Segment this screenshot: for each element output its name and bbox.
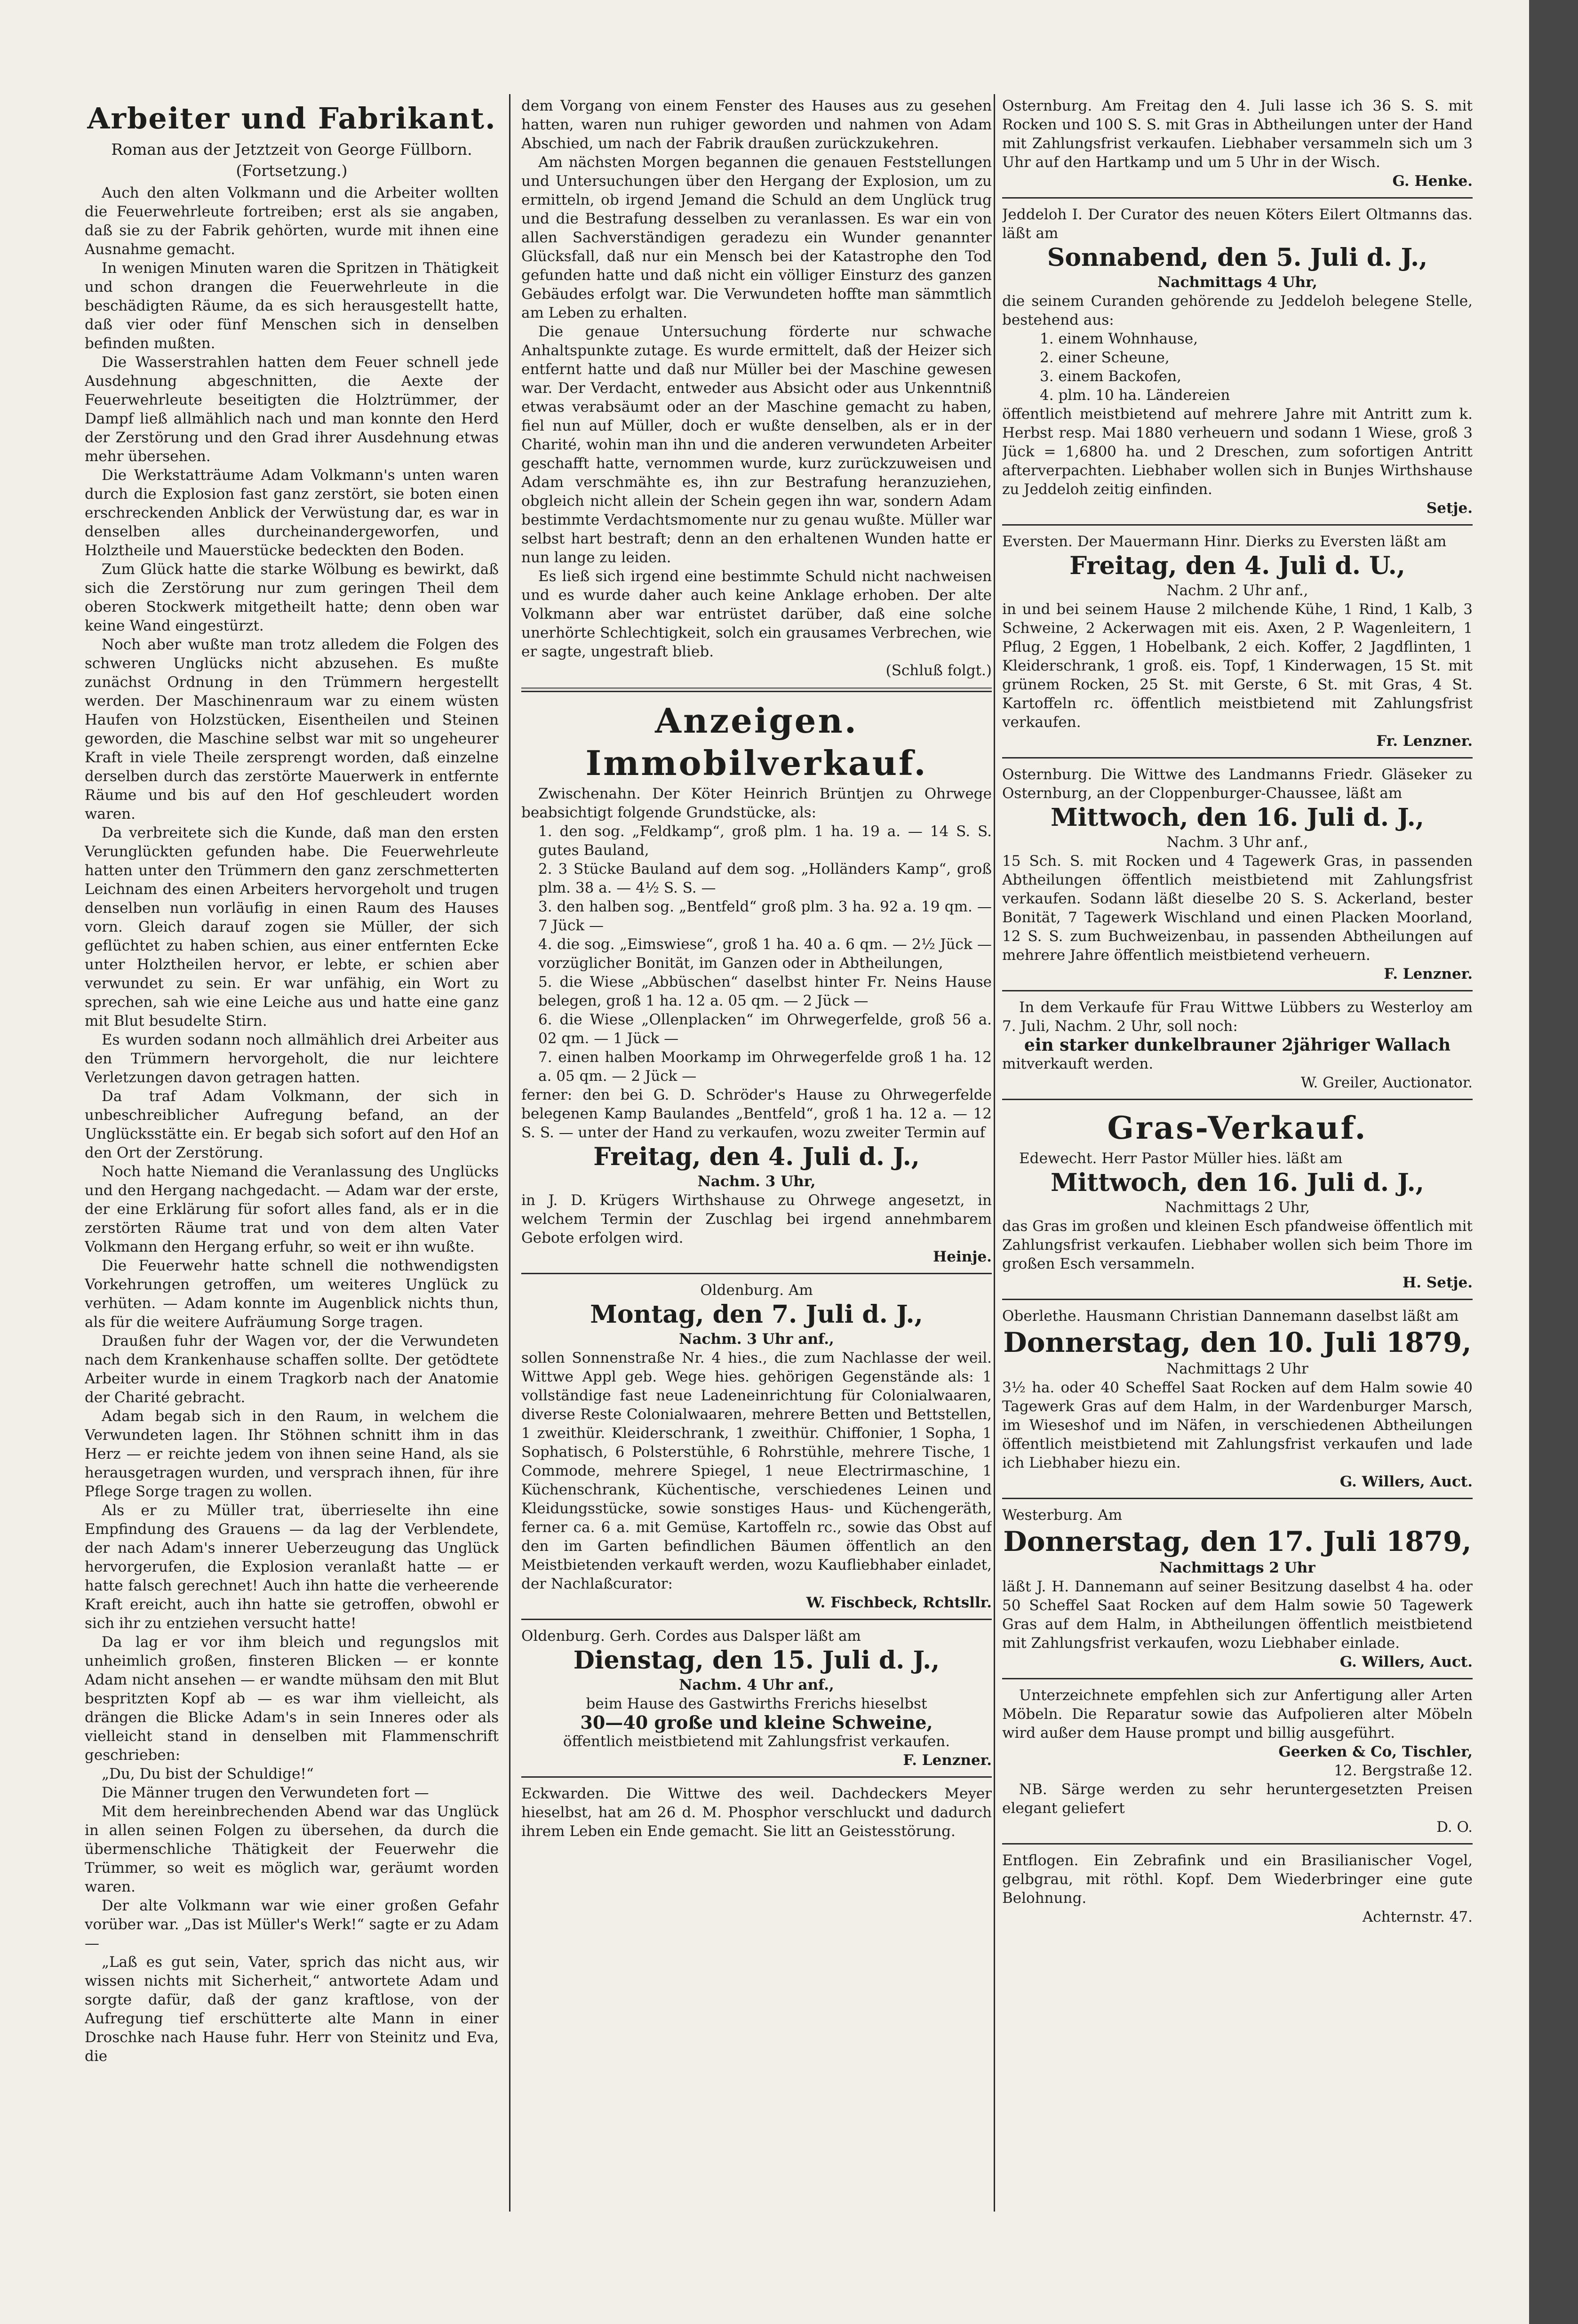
novel-title: Arbeiter und Fabrikant. (87, 101, 496, 136)
ad-signature: F. Lenzner. (903, 1752, 992, 1769)
ad-intro: Oldenburg. Am (700, 1282, 813, 1299)
ad-signature: F. Lenzner. (1384, 966, 1473, 982)
ad-address: Achternstr. 47. (1362, 1909, 1473, 1925)
ad-time: Nachm. 2 Uhr anf., (1166, 582, 1308, 599)
ad-signature: Heinje. (932, 1248, 992, 1265)
ad-date: Sonnabend, den 5. Juli d. J., (1047, 243, 1428, 272)
ad-highlight: 30—40 große und kleine Schweine, (580, 1712, 933, 1733)
ad-intro: Oberlethe. Hausmann Christian Dannemann daselbst läßt am (1002, 1308, 1459, 1325)
ad-text: ferner: den bei G. D. Schröder's Hause zu Ohrwegerfelde belegenen Kamp Baulandes „Bentfeld“, groß 1 ha. 12 a. — 12 S. S. — unter der Hand zu verkaufen, wozu zweiter Termin auf (521, 1086, 992, 1141)
ad-text: 3½ ha. oder 40 Scheffel Saat Rocken auf dem Halm sowie 40 Tagewerk Gras auf dem Halm, in der Wardenburger Marsch, im Wieseshof und im Näfen, in verschiedenen Abtheilungen öffentlich meistbietend mit Zahlungsfrist verkaufen und lade ich Liebhaber hiezu ein. (1002, 1379, 1473, 1471)
ad-divider (1002, 1498, 1473, 1499)
section-divider (521, 687, 992, 692)
ad-text: Unterzeichnete empfehlen sich zur Anfertigung aller Arten Möbeln. Die Reparatur sowie das Aufpolieren alter Möbeln wird außer dem Hause prompt und billig ausgeführt. (1002, 1687, 1473, 1741)
novel-paragraph: Als er zu Müller trat, überrieselte ihn eine Empfindung des Grauens — da lag der Verblendete, der nach Adam's innerer Ueberzeugung das Unglück hervorgerufen, die Explosion veranlaßt hatte — er hatte falsch gerechnet! Auch ihn hatte die verheerende Kraft ereicht, auch ihn hatte sie getroffen, obwohl er sich ihr zu entziehen versucht hatte! (85, 1502, 499, 1632)
novel-paragraph: Es wurden sodann noch allmählich drei Arbeiter aus den Trümmern hervorgeholt, die nur leichtere Verletzungen davon getragen hatten. (85, 1031, 499, 1086)
column-serial-novel (85, 96, 499, 2261)
ad-time: Nachmittags 2 Uhr (1159, 1559, 1315, 1576)
ad-text: NB. Särge werden zu sehr heruntergesetzten Preisen elegant geliefert (1002, 1781, 1473, 1817)
ad-text: mitverkauft werden. (1002, 1055, 1154, 1072)
ad-date: Donnerstag, den 17. Juli 1879, (1003, 1525, 1472, 1557)
ad-signature: Fr. Lenzner. (1376, 733, 1473, 750)
novel-paragraph: Da lag er vor ihm bleich und regungslos mit unheimlich großen, finsteren Blicken — er konnte Adam nicht ansehen — er wandte mühsam den mit Blut bespritzten Kopf ab — es war ihm vielleicht, als drängen die Blicke Adam's in sein Inneres oder als vielleicht stand in denselben mit Flammenschrift geschrieben: (85, 1634, 499, 1764)
ad-date: Montag, den 7. Juli d. J., (590, 1300, 923, 1329)
ad-text: in und bei seinem Hause 2 milchende Kühe, 1 Rind, 1 Kalb, 3 Schweine, 2 Ackerwagen mit eis. Axen, 2 P. Wagenleitern, 1 Pflug, 2 Eggen, 1 Hobelbank, 2 eich. Koffer, 2 Jagdflinten, 1 Kleiderschrank, 1 groß. eis. Topf, 1 Kinderwagen, 15 St. mit grünem Rocken, 25 St. mit Gerste, 6 St. mit Gras, 4 St. Kartoffeln rc. öffentlich meistbietend mit Zahlungsfrist verkaufen. (1002, 601, 1473, 731)
ad-intro: Edewecht. Herr Pastor Müller hies. läßt am (1019, 1150, 1343, 1167)
novel-paragraph: Noch aber wußte man trotz alledem die Folgen des schweren Unglücks nicht abzusehen. Es mußte zunächst Ordnung in den Trümmern hergestellt werden. Der Maschinenraum war zu einem wüsten Haufen von Holzstücken, Eisentheilen und Steinen geworden, die Maschine selbst war mit so ungeheurer Kraft in viele Theile zersprengt worden, daß einzelne derselben durch das zerstörte Mauerwerk in entfernte Räume und bis auf den Hof geschleudert worden waren. (85, 636, 499, 823)
novel-paragraph: Zum Glück hatte die starke Wölbung es bewirkt, daß sich die Zerstörung nur zum geringen Theil dem oberen Stockwerk mitgetheilt hatte; denn oben war keine Wand eingestürzt. (85, 561, 499, 634)
ad-divider (1002, 757, 1473, 759)
ad-intro: Westerburg. Am (1002, 1507, 1123, 1524)
ad-intro: Eversten. Der Mauermann Hinr. Dierks zu Eversten läßt am (1002, 533, 1447, 550)
ad-text: 15 Sch. S. mit Rocken und 4 Tagewerk Gras, in passenden Abtheilungen öffentlich meistbietend mit Zahlungsfrist verkaufen. Sodann läßt dieselbe 20 S. S. Ackerland, bester Bonität, 7 Tagewerk Wischland und einen Placken Moorland, 12 S. S. zum Buchweizenbau, in passenden Abtheilungen auf mehrere Jahre öffentlich meistbietend verheuern. (1002, 853, 1473, 964)
ad-date: Freitag, den 4. Juli d. J., (593, 1142, 920, 1171)
ad-signature: W. Greiler, Auctionator. (1301, 1074, 1473, 1091)
ad-divider (521, 1776, 992, 1778)
list-item: 6. die Wiese „Ollenplacken“ im Ohrwegerfelde, groß 56 a. 02 qm. — 1 Jück — (538, 1011, 992, 1047)
ad-text: sollen Sonnenstraße Nr. 4 hies., die zum Nachlasse der weil. Wittwe Appl geb. Wege hies. gehörigen Gegenstände als: 1 vollständige fast neue Ladeneinrichtung für Colonialwaaren, diverse Reste Colonialwaaren, mehrere Betten und Bettstellen, 1 zweithür. Kleiderschrank, 1 zweithür. Chiffonier, 1 Sopha, 1 Sophatisch, 6 Polsterstühle, 6 Rohrstühle, mehrere Tische, 1 Commode, mehrere Spiegel, 1 neue Electrirmaschine, 1 Küchenschrank, Küchentische, verschiedenes Leinen und Kleidungsstücke, sowie sonstiges Haus- und Küchengeräth, ferner ca. 6 a. mit Gemüse, Kartoffeln rc., sowie das Obst auf den im Garten befindlichen Bäumen öffentlich an den Meistbietenden verkauft werden, wozu Kaufliebhaber einladet, der Nachlaßcurator: (521, 1350, 992, 1592)
ad-text: In dem Verkaufe für Frau Wittwe Lübbers zu Westerloy am 7. Juli, Nachm. 2 Uhr, soll noch: (1002, 999, 1473, 1035)
novel-paragraph: „Du, Du bist der Schuldige!“ (102, 1765, 314, 1782)
novel-paragraph: dem Vorgang von einem Fenster des Hauses aus zu gesehen hatten, waren nun ruhiger geworden und nahmen von Adam Abschied, um nach der Fabrik draußen zurückzukehren. (521, 97, 992, 152)
ad-text: Entflogen. Ein Zebrafink und ein Brasilianischer Vogel, gelbgrau, mit röthl. Kopf. Dem Wiederbringer eine gute Belohnung. (1002, 1852, 1473, 1907)
gras-heading: Gras-Verkauf. (1107, 1110, 1368, 1146)
novel-paragraph: Es ließ sich irgend eine bestimmte Schuld nicht nachweisen und es wurde daher auch keine Anklage erhoben. Der alte Volkmann aber war entrüstet darüber, daß eine solche unerhörte Schlechtigkeit, solch ein grausames Verbrechen, wie er sagte, ungestraft blieb. (521, 568, 992, 660)
ad-signature: G. Willers, Auct. (1339, 1473, 1473, 1490)
ad-time: Nachmittags 2 Uhr, (1164, 1199, 1310, 1216)
ad-time: Nachm. 4 Uhr anf., (679, 1677, 834, 1693)
ad-divider (1002, 1099, 1473, 1100)
ad-time: Nachmittags 2 Uhr (1166, 1360, 1308, 1377)
ad-divider (1002, 1843, 1473, 1845)
ad-divider (1002, 524, 1473, 526)
news-item: Eckwarden. Die Wittwe des weil. Dachdeckers Meyer hieselbst, hat am 26 d. M. Phosphor verschluckt und dadurch ihrem Leben ein Ende gemacht. Sie litt an Geistesstörung. (521, 1785, 992, 1840)
ad-intro: Oldenburg. Gerh. Cordes aus Dalsper läßt am (521, 1628, 861, 1645)
ad-signature: Setje. (1426, 500, 1473, 517)
column-story-and-ads (521, 96, 992, 2261)
ad-date: Freitag, den 4. Juli d. U., (1069, 551, 1405, 580)
ad-signature: Geerken & Co, Tischler, (1278, 1743, 1473, 1760)
ad-divider (521, 1273, 992, 1274)
ads-heading: Anzeigen. (655, 701, 858, 741)
ad-date: Dienstag, den 15. Juli d. J., (573, 1646, 940, 1675)
novel-paragraph: Die Wasserstrahlen hatten dem Feuer schnell jede Ausdehnung abgeschnitten, die Aexte der Feuerwehrleute beseitigten die Holztrümmer, der Dampf ließ allmählich nach und man konnte den Herd der Zerstörung und den Grad ihrer Ausdehnung etwas mehr übersehen. (85, 354, 499, 465)
novel-paragraph: Die genaue Untersuchung förderte nur schwache Anhaltspunkte zutage. Es wurde ermittelt, daß der Heizer sich entfernt hatte und daß nur Müller bei der Maschine gewesen war. Der Verdacht, entweder aus Absicht oder aus Unkenntniß etwas verabsäumt oder an der Maschine gemacht zu haben, fiel nun auf Müller, doch er wußte denselben, als er in der Charité, wohin man ihn und die anderen verwundeten Arbeiter geschafft hatte, vernommen wurde, kurz zurückzuweisen und Adam verschmähte es, ihn zur Bestrafung heranzuziehen, obgleich nicht allein der Schein gegen ihn war, sondern Adam bestimmte Verdachtsmomente nur zu genau wußte. Müller war selbst hart bestraft; denn an den erhaltenen Wunden hatte er nun lange zu leiden. (521, 323, 992, 566)
column-divider (509, 94, 510, 2212)
list-item: 3. den halben sog. „Bentfeld“ groß plm. 3 ha. 92 a. 19 qm. — 7 Jück — (538, 898, 992, 934)
scan-edge (1529, 0, 1578, 2324)
column-ads (1002, 96, 1473, 2261)
ad-date: Donnerstag, den 10. Juli 1879, (1003, 1326, 1472, 1358)
ad-text: in J. D. Krügers Wirthshause zu Ohrwege angesetzt, in welchem Termin der Zuschlag bei irgend annehmbarem Gebote erfolgen wird. (521, 1192, 992, 1246)
ad-text: die seinem Curanden gehörende zu Jeddeloh belegene Stelle, bestehend aus: (1002, 293, 1473, 328)
ad-intro: Jeddeloh I. Der Curator des neuen Köters Eilert Oltmanns das. läßt am (1002, 206, 1473, 242)
list-item: 4. plm. 10 ha. Ländereien (1040, 387, 1230, 404)
ad-text: öffentlich meistbietend auf mehrere Jahre mit Antritt zum k. Herbst resp. Mai 1880 verheuern und sodann 1 Wiese, groß 3 Jück = 1,6800 ha. und 2 Dreschen, zum sofortigen Antritt afterverpachten. Liebhaber wollen sich in Bunjes Wirthshause zu Jeddeloh zeitig einfinden. (1002, 406, 1473, 498)
novel-paragraph: Da traf Adam Volkmann, der sich in unbeschreiblicher Aufregung befand, an der Unglücksstätte ein. Er begab sich sofort auf den Hof an den Ort der Zerstörung. (85, 1088, 499, 1161)
novel-paragraph: Die Männer trugen den Verwundeten fort — (102, 1784, 429, 1801)
ad-divider (1002, 197, 1473, 199)
ad-signature: G. Henke. (1392, 173, 1473, 190)
ad-intro: Osternburg. Die Wittwe des Landmanns Friedr. Gläseker zu Osternburg, an der Cloppenburger-Chaussee, läßt am (1002, 766, 1473, 802)
property-list (521, 822, 992, 1086)
list-item: 4. die sog. „Eimswiese“, groß 1 ha. 40 a. 6 qm. — 2½ Jück — vorzüglicher Bonität, im Ganzen oder in Abtheilungen, (538, 936, 992, 972)
list-item: 2. einer Scheune, (1040, 349, 1170, 366)
novel-subtitle: Roman aus der Jetztzeit von George Füllborn. (111, 140, 472, 159)
ad-text: öffentlich meistbietend mit Zahlungsfrist verkaufen. (563, 1733, 950, 1750)
list-item: 3. einem Backofen, (1040, 368, 1181, 385)
ad-time: Nachmittags 4 Uhr, (1157, 274, 1317, 291)
ad-divider (1002, 990, 1473, 991)
novel-paragraph: Da verbreitete sich die Kunde, daß man den ersten Verunglückten gefunden habe. Die Feuerwehrleute hatten unter den Trümmern den ganz zerschmetterten Leichnam des einen Arbeiters hervorgeholt und trugen denselben nun vorläufig in einen Raum des Hauses vorn. Gleich darauf zogen sie Müller, der sich geflüchtet zu haben schien, aus einer entfernten Ecke unter Holztheilen hervor, er lebte, er schien aber verwundet zu sein. Er war unfähig, ein Wort zu sprechen, sah wie eine Leiche aus und hatte eine ganz mit Blut besudelte Stirn. (85, 824, 499, 1030)
ad-divider (521, 1619, 992, 1620)
ad-signature: G. Willers, Auct. (1339, 1653, 1473, 1670)
ad-time: Nachm. 3 Uhr anf., (679, 1331, 834, 1348)
novel-paragraph: Noch hatte Niemand die Veranlassung des Unglücks und den Hergang nachgedacht. — Adam war der erste, der eine Erklärung für sofort alles fand, als er in die zerstörten Räume trat und von dem alten Vater Volkmann den Hergang erfuhr, so weit er ihn wußte. (85, 1163, 499, 1255)
ad-signature: W. Fischbeck, Rchtsllr. (806, 1594, 992, 1611)
ad-date: Mittwoch, den 16. Juli d. J., (1051, 1168, 1424, 1197)
list-item: 2. 3 Stücke Bauland auf dem sog. „Holländers Kamp“, groß plm. 38 a. — 4½ S. S. — (538, 861, 992, 896)
continuation-note: (Fortsetzung.) (236, 161, 348, 180)
ad-date: Mittwoch, den 16. Juli d. J., (1051, 803, 1424, 832)
novel-paragraph: Die Feuerwehr hatte schnell die nothwendigsten Vorkehrungen getroffen, um weiteres Unglück zu verhüten. — Adam konnte im Augenblick nichts thun, als für die weitere Aufräumung Sorge tragen. (85, 1257, 499, 1331)
immobil-heading: Immobilverkauf. (585, 743, 928, 783)
ad-time: Nachm. 3 Uhr anf., (1166, 834, 1308, 851)
list-item: 5. die Wiese „Abbüschen“ daselbst hinter Fr. Neins Hause belegen, groß 1 ha. 12 a. 05 qm. — 2 Jück — (538, 974, 992, 1009)
ad-text: läßt J. H. Dannemann auf seiner Besitzung daselbst 4 ha. oder 50 Scheffel Saat Rocken auf dem Halm sowie 50 Tagewerk Gras auf dem Halm, in Abtheilungen öffentlich meistbietend mit Zahlungsfrist verkaufen, wozu Liebhaber einlade. (1002, 1578, 1473, 1652)
ad-time: Nachm. 3 Uhr, (697, 1173, 816, 1190)
novel-paragraph: In wenigen Minuten waren die Spritzen in Thätigkeit und schon drangen die Feuerwehrleute in die beschädigten Räume, da es sich herausgestellt hatte, daß vier oder fünf Menschen sich in denselben befinden mußten. (85, 260, 499, 352)
ad-signature: D. O. (1436, 1819, 1473, 1836)
novel-paragraph: Adam begab sich in den Raum, in welchem die Verwundeten lagen. Ihr Stöhnen schnitt ihm in das Herz — er reichte jedem von ihnen seine Hand, als sie herausgetragen wurden, und versprach ihnen, für ihre Pflege Sorge tragen zu wollen. (85, 1408, 499, 1500)
ad-text: das Gras im großen und kleinen Esch pfandweise öffentlich mit Zahlungsfrist verkaufen. Liebhaber wollen sich beim Thore im großen Esch versammeln. (1002, 1218, 1473, 1272)
list-item: 1. einem Wohnhause, (1040, 330, 1198, 347)
ad-text: beim Hause des Gastwirths Frerichs hieselbst (586, 1695, 927, 1712)
list-item: 7. einen halben Moorkamp im Ohrwegerfelde groß 1 ha. 12 a. 05 qm. — 2 Jück — (538, 1049, 992, 1085)
ad-text: Osternburg. Am Freitag den 4. Juli lasse ich 36 S. S. mit Rocken und 100 S. S. mit Gras in Abtheilungen unter der Hand mit Zahlungsfrist verkaufen. Liebhaber versammeln sich um 3 Uhr auf den Hartkamp und um 5 Uhr in der Wisch. (1002, 97, 1473, 171)
ad-text: Zwischenahn. Der Köter Heinrich Brüntjen zu Ohrwege beabsichtigt folgende Grundstücke, als: (521, 785, 992, 821)
novel-paragraph: Am nächsten Morgen begannen die genauen Feststellungen und Untersuchungen über den Hergang der Explosion, um zu ermitteln, ob irgend Jemand die Schuld an dem Unglück trug und die Bestrafung desselben zu veranlassen. Es war ein von allen Sachverständigen geradezu ein Wunder genannter Glücksfall, daß nur ein Mensch bei der Katastrophe den Tod gefunden hatte und daß nicht ein völliger Einsturz des ganzen Gebäudes erfolgt war. Die Verwundeten hoffte man sämmtlich am Leben zu erhalten. (521, 154, 992, 321)
novel-paragraph: Der alte Volkmann war wie einer großen Gefahr vorüber war. „Das ist Müller's Werk!“ sagte er zu Adam — (85, 1897, 499, 1952)
conclusion-note: (Schluß folgt.) (885, 662, 992, 679)
ad-highlight: ein starker dunkelbrauner 2jähriger Wallach (1024, 1035, 1451, 1055)
novel-paragraph: Auch den alten Volkmann und die Arbeiter wollten die Feuerwehrleute fortreiben; erst als sie angaben, daß sie zu der Fabrik gehörten, wurde mit ihnen eine Ausnahme gemacht. (85, 184, 499, 258)
ad-address: 12. Bergstraße 12. (1334, 1762, 1473, 1779)
list-item: 1. den sog. „Feldkamp“, groß plm. 1 ha. 19 a. — 14 S. S. gutes Bauland, (538, 823, 992, 859)
ad-signature: H. Setje. (1402, 1274, 1473, 1291)
novel-paragraph: Mit dem hereinbrechenden Abend war das Unglück in allen seinen Folgen zu übersehen, da durch die übermenschliche Thätigkeit der Feuerwehr die Trümmer, so weit es möglich war, geräumt worden waren. (85, 1803, 499, 1895)
column-divider (994, 94, 995, 2212)
property-list (1002, 329, 1473, 405)
novel-paragraph: Draußen fuhr der Wagen vor, der die Verwundeten nach dem Krankenhause schaffen sollte. Der getödtete Arbeiter wurde in einem Tragkorb nach der Anatomie der Charité gebracht. (85, 1333, 499, 1406)
ad-divider (1002, 1299, 1473, 1300)
ad-divider (1002, 1678, 1473, 1679)
novel-paragraph: „Laß es gut sein, Vater, sprich das nicht aus, wir wissen nichts mit Sicherheit,“ antwortete Adam und sorgte dafür, daß der ganz kraftlose, von der Aufregung tief erschütterte alte Mann in einer Droschke nach Hause fuhr. Herr von Steinitz und Eva, die (85, 1954, 499, 2065)
novel-paragraph: Die Werkstatträume Adam Volkmann's unten waren durch die Explosion fast ganz zerstört, sie boten einen erschreckenden Anblick der Verwüstung dar, es war in denselben alles durcheinandergeworfen, und Holztheile und Mauerstücke bedeckten den Boden. (85, 467, 499, 559)
